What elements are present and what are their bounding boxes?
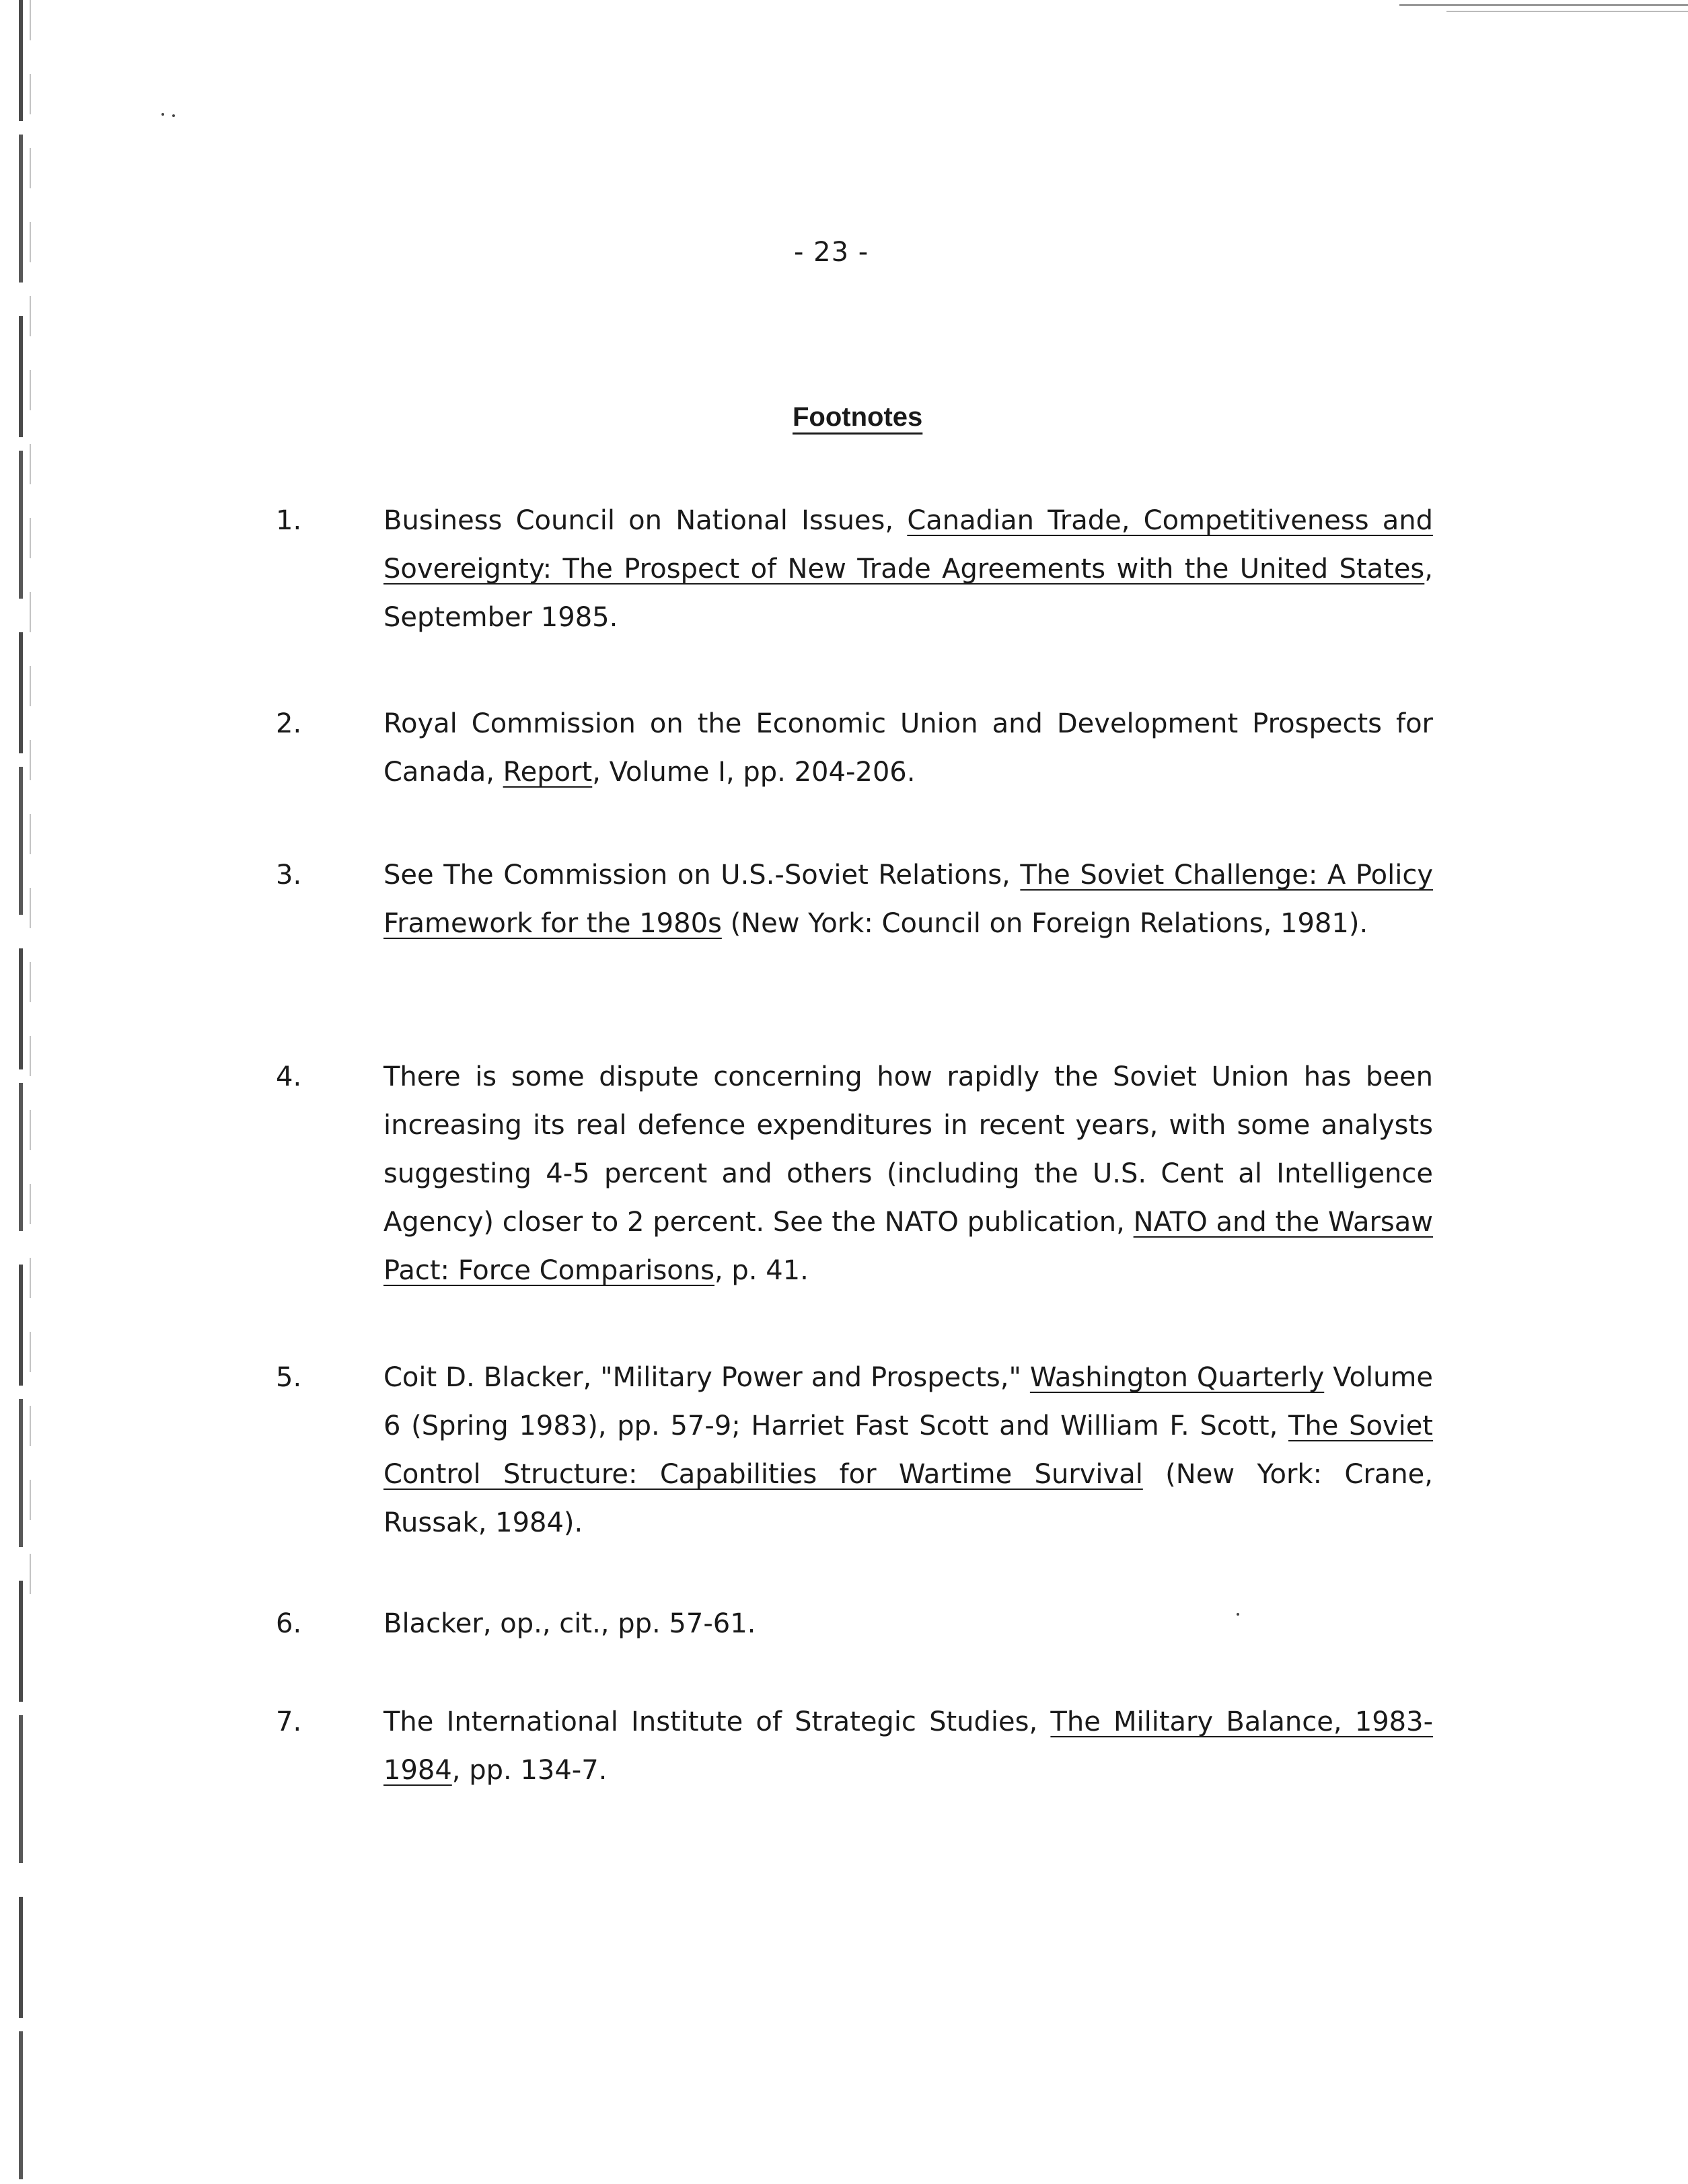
footnote-text — [383, 700, 1433, 796]
footnote-number: 4. — [276, 1061, 302, 1092]
footnote-text-part: , pp. 134-7. — [451, 1755, 608, 1786]
footnote-text-part: There is some dispute concerning how rapidly the Soviet Union has been increasing its real defence expenditures in recent years, with some analysts suggesting 4-5 percent and others (including the U.S. Cent al Intelligence Agency) closer to 2 percent. See the NATO publication, — [383, 1061, 1433, 1238]
footnote-text-part: See The Commission on U.S.-Soviet Relations, — [383, 860, 1021, 891]
scan-binding-shadow — [30, 0, 31, 1614]
footnote-number: 3. — [276, 860, 302, 891]
footnote-text — [383, 496, 1433, 642]
scan-speck — [172, 114, 175, 117]
footnote-text-part: , September 1985. — [383, 554, 1433, 633]
footnote-text — [383, 1698, 1433, 1795]
footnote-2 — [276, 700, 1433, 796]
footnote-6 — [276, 1599, 1433, 1648]
footnote-text-part: Blacker, op., cit., pp. 57-61. — [383, 1608, 756, 1639]
footnote-citation-title: The Military Balance, 1983-1984 — [383, 1706, 1434, 1786]
footnote-citation-title: The Soviet Control Structure: Capabilities for Wartime Survival — [383, 1410, 1433, 1490]
footnote-number: 6. — [276, 1608, 302, 1639]
footnote-3 — [276, 851, 1433, 948]
footnote-text-part: (New York: Council on Foreign Relations, 1981). — [721, 908, 1368, 939]
footnote-text-part: Coit D. Blacker, "Military Power and Prospects," — [383, 1362, 1030, 1393]
footnote-text-part: , p. 41. — [714, 1255, 809, 1286]
footnote-citation-title: Report — [503, 757, 593, 788]
footnote-5 — [276, 1353, 1433, 1547]
scan-top-rule-secondary — [1446, 11, 1688, 12]
scan-binding-edge — [19, 0, 23, 2184]
footnote-7 — [276, 1698, 1433, 1795]
footnote-4 — [276, 1053, 1433, 1295]
footnote-number: 5. — [276, 1362, 302, 1393]
footnote-text-part: Royal Commission on the Economic Union and Development Prospects for Canada, — [383, 708, 1433, 788]
footnote-text-part: , Volume I, pp. 204-206. — [592, 757, 916, 788]
page-number: - 23 - — [794, 237, 869, 268]
footnote-number: 7. — [276, 1706, 302, 1737]
footnote-citation-title: Washington Quarterly — [1029, 1362, 1325, 1393]
footnote-1 — [276, 496, 1433, 642]
scan-speck — [161, 113, 164, 116]
footnote-number: 2. — [276, 708, 302, 739]
footnote-text — [383, 1599, 1433, 1648]
footnote-citation-title: NATO and the Warsaw Pact: Force Comparisons — [383, 1207, 1434, 1286]
footnote-citation-title: Canadian Trade, Competitiveness and Sovereignty: The Prospect of New Trade Agreements with the United States — [383, 505, 1434, 585]
footnote-text-part: The International Institute of Strategic Studies, — [383, 1706, 1051, 1737]
footnote-text-part: (New York: Crane, Russak, 1984). — [383, 1459, 1433, 1538]
footnote-text-part: Volume 6 (Spring 1983), pp. 57-9; Harriet Fast Scott and William F. Scott, — [383, 1362, 1434, 1441]
footnote-text-part: Business Council on National Issues, — [383, 505, 908, 536]
footnote-text — [383, 1353, 1433, 1547]
footnote-text — [383, 851, 1433, 948]
footnote-text — [383, 1053, 1433, 1295]
footnote-number: 1. — [276, 505, 302, 536]
scan-top-rule — [1399, 4, 1688, 6]
footnote-citation-title: The Soviet Challenge: A Policy Framework for the 1980s — [383, 860, 1433, 939]
page-title: Footnotes — [793, 402, 923, 432]
